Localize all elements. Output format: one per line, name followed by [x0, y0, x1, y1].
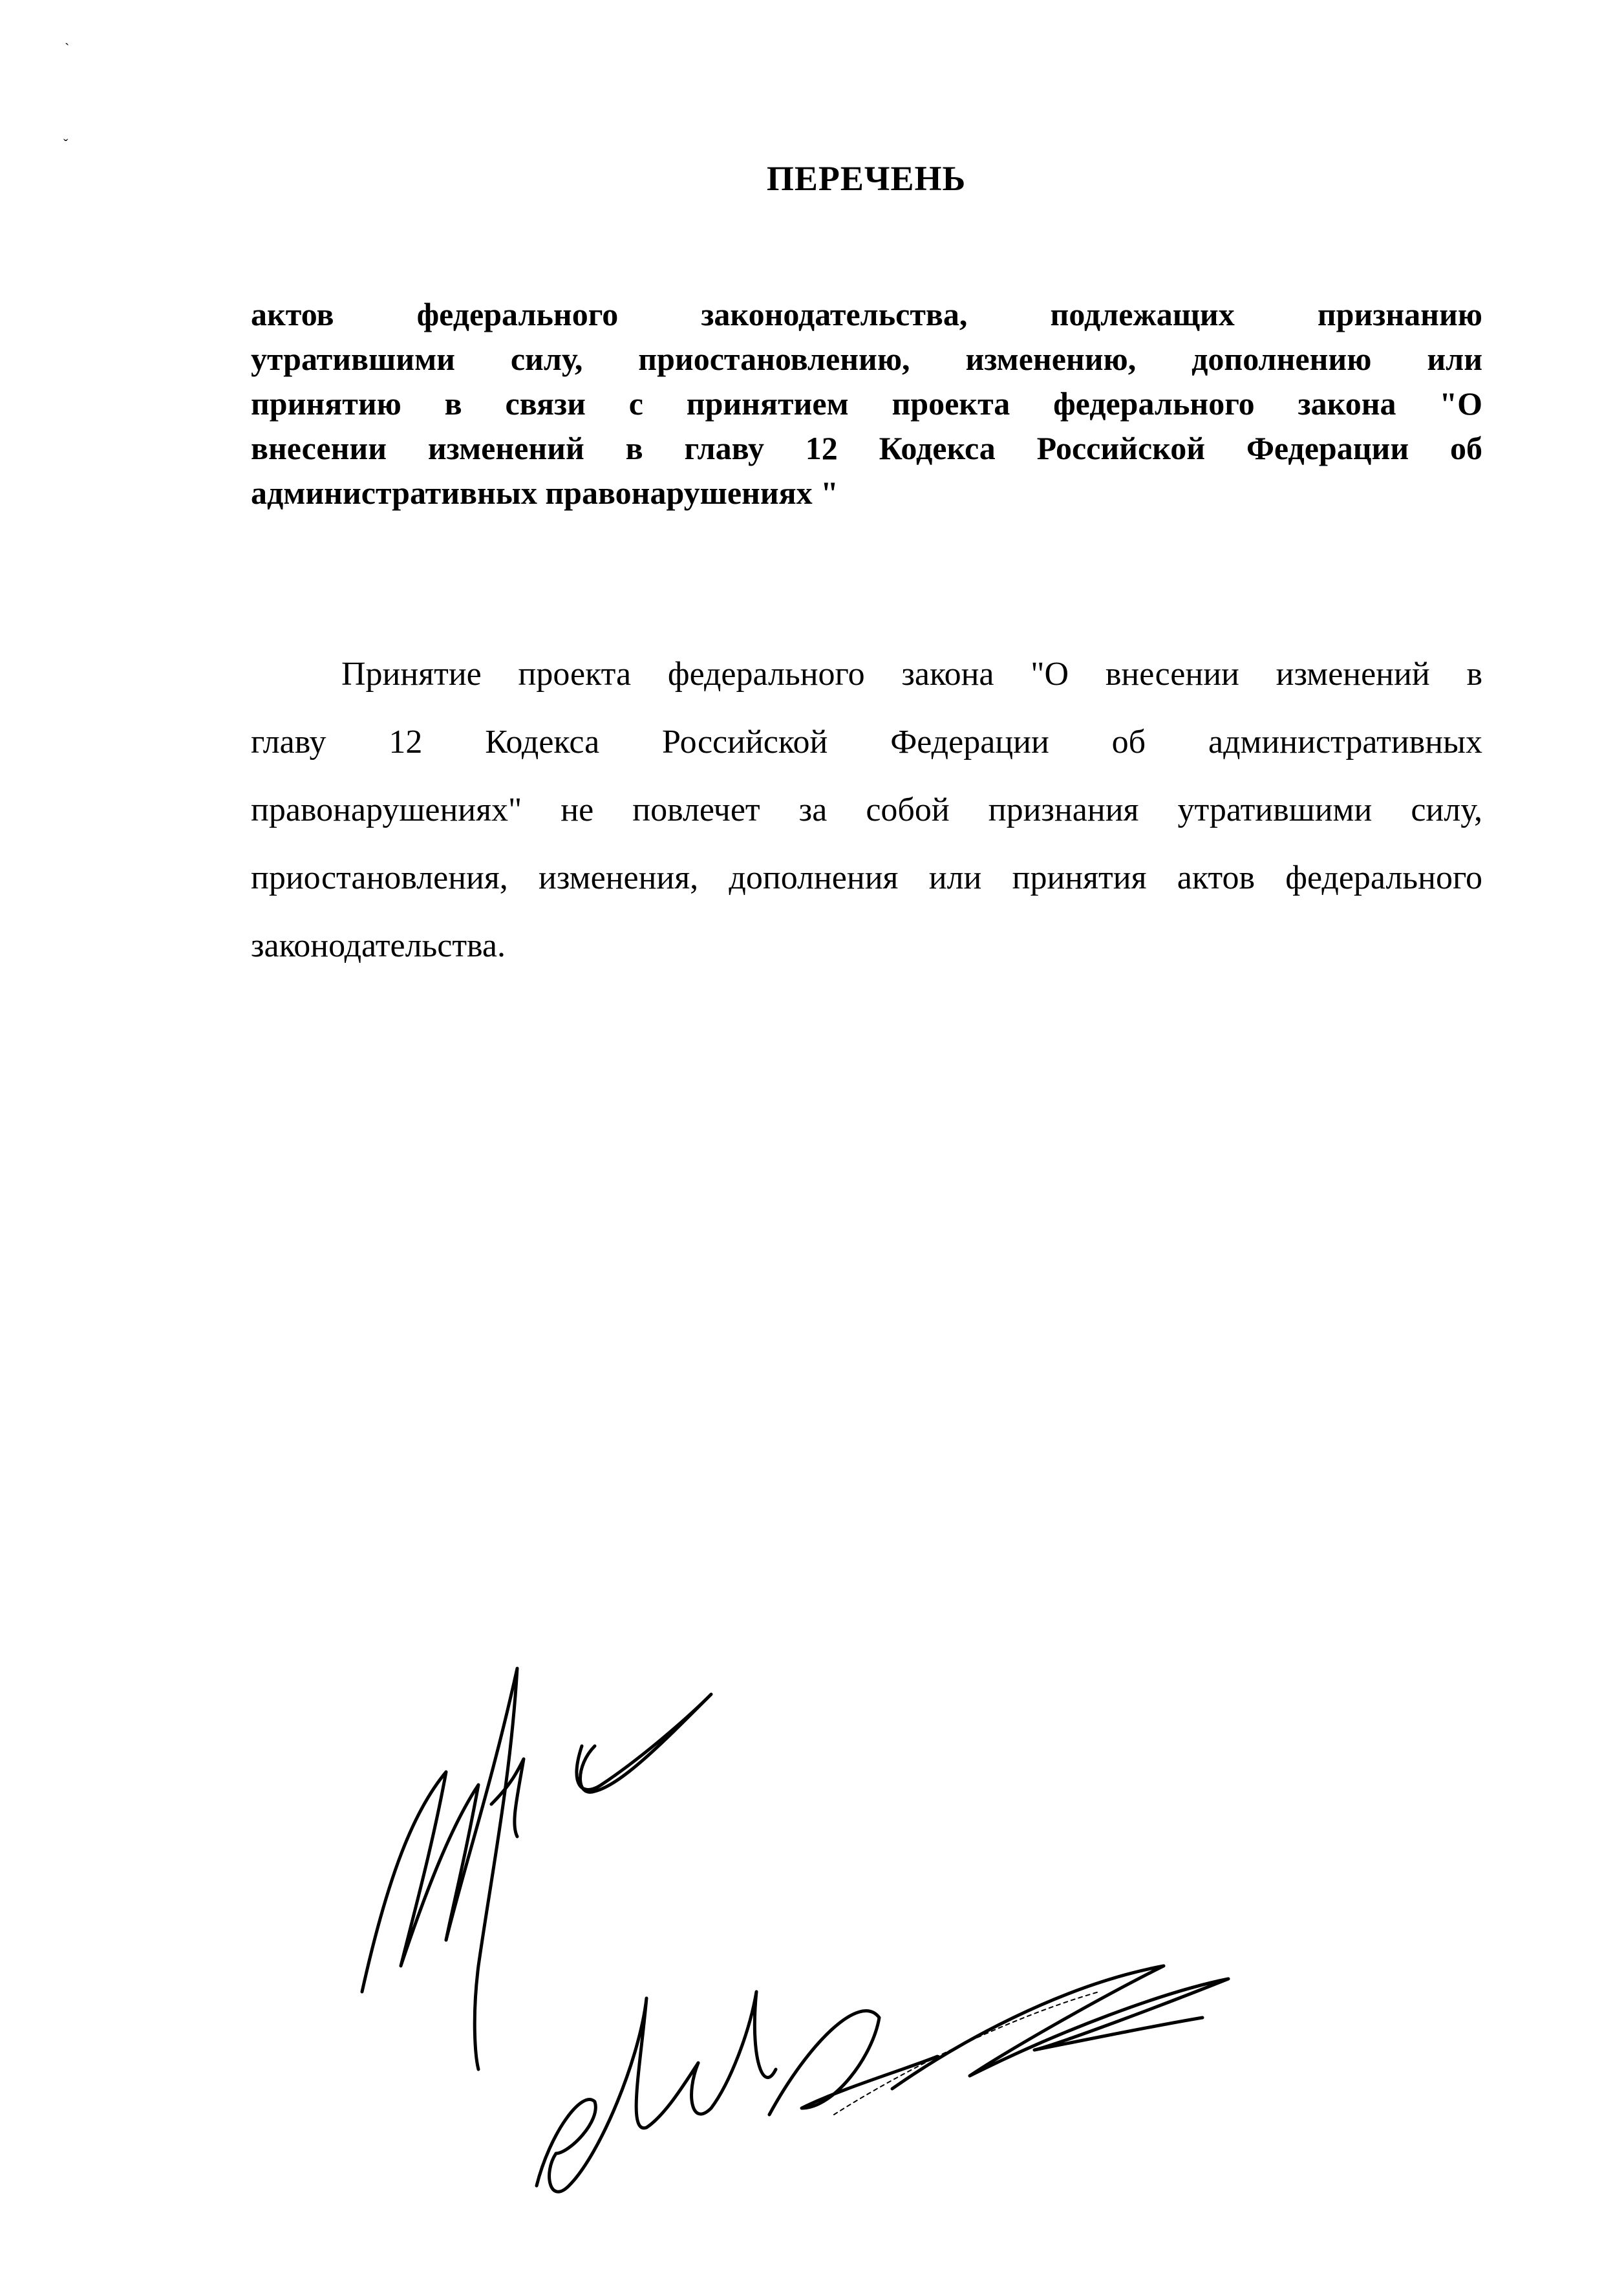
- heading-line: утратившими силу, приостановлению, изменению, дополнению или: [251, 341, 1482, 377]
- heading-line: актов федерального законодательства, подлежащих признанию: [251, 296, 1482, 332]
- body-line: приостановления, изменения, дополнения или принятия актов федерального: [251, 859, 1482, 896]
- signature-2: [537, 1966, 1228, 2192]
- heading-line: принятию в связи с принятием проекта федерального закона "О: [251, 385, 1482, 422]
- heading-line: административных правонарушениях ": [251, 475, 839, 511]
- document-title: ПЕРЕЧЕНЬ: [766, 159, 967, 198]
- body-line: правонарушениях" не повлечет за собой признания утратившими силу,: [251, 792, 1482, 828]
- body-line: главу 12 Кодекса Российской Федерации об административных: [251, 724, 1482, 760]
- signature-1: [362, 1668, 711, 2069]
- body-line: Принятие проекта федерального закона "О внесении изменений в: [341, 656, 1482, 693]
- scan-mark: ˇ: [63, 136, 69, 152]
- heading-line: внесении изменений в главу 12 Кодекса Российской Федерации об: [251, 430, 1482, 466]
- body-line: законодательства.: [251, 927, 506, 964]
- scan-mark: ˋ: [65, 40, 70, 56]
